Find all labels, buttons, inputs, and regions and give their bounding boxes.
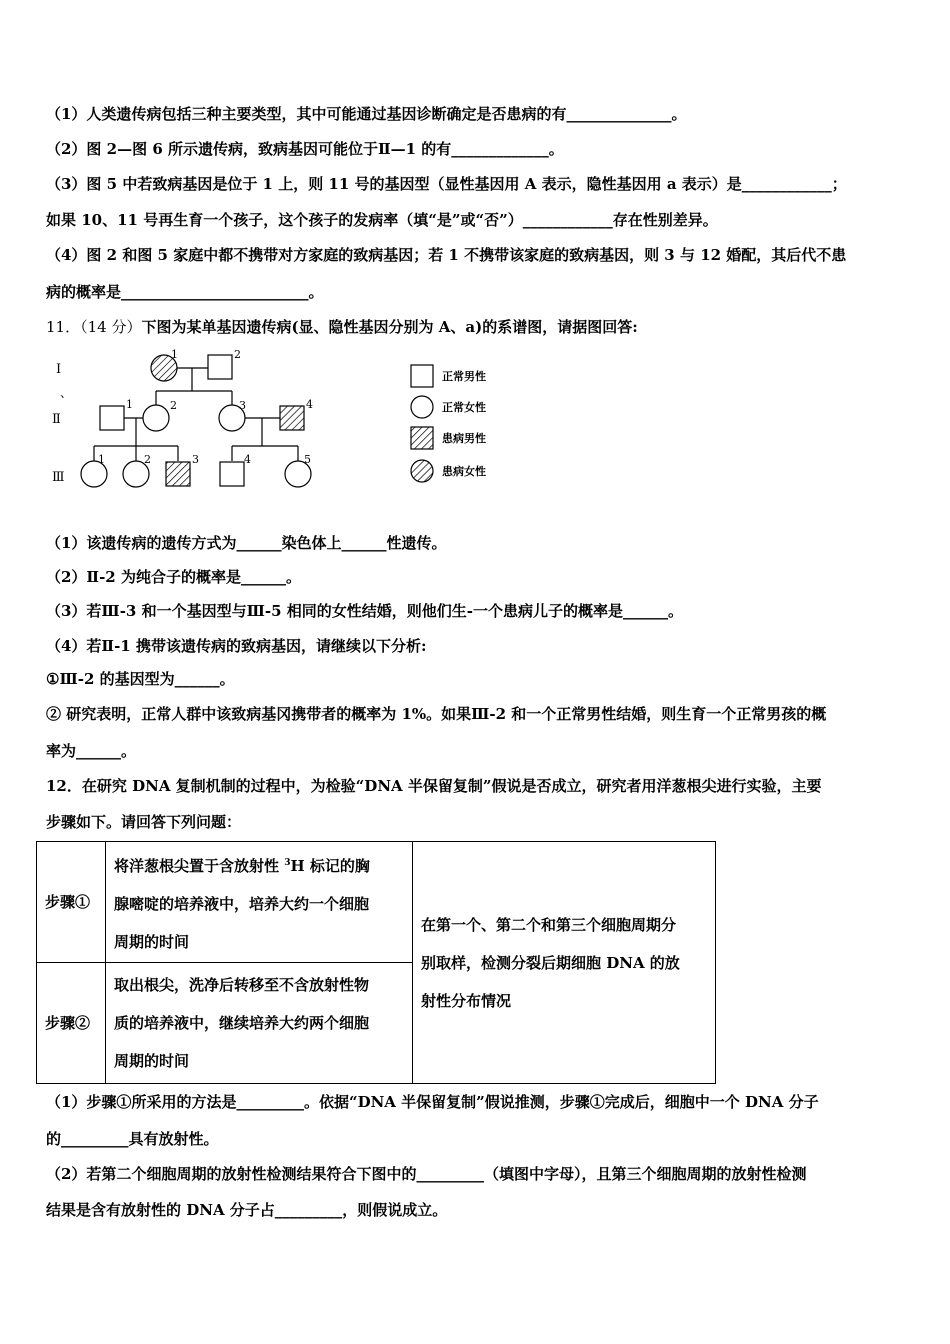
q11-heading-text: 下图为某单基因遗传病(显、隐性基因分别为 A、a)的系谱图，请据图回答: <box>141 318 638 336</box>
gen2-2-normal-female <box>143 405 169 431</box>
q10-part4-line1: （4）图 2 和图 5 家庭中都不携带对方家庭的致病基因；若 1 不携带该家庭的致病基因，则 3 与 12 婚配，其后代不患 <box>46 246 847 264</box>
legend-normal-male: 正常男性 <box>442 370 486 383</box>
step2-description: 取出根尖，洗净后转移至不含放射性物 质的培养液中，继续培养大约两个细胞 周期的时间 <box>106 963 413 1084</box>
legend-normal-female-symbol <box>411 396 433 418</box>
steps-table <box>36 841 716 1084</box>
gen-label-ii: Ⅱ <box>52 412 61 427</box>
step1-row <box>37 842 716 963</box>
q10-part4-line2: 病的概率是_________________________。 <box>46 283 324 301</box>
sampling-description: 在第一个、第二个和第三个细胞周期分 别取样，检测分裂后期细胞 DNA 的放 射性分布情况 <box>413 842 716 1084</box>
num-gen2-2: 2 <box>170 399 177 412</box>
q11-part4-sub1: ①Ⅲ-2 的基因型为______。 <box>46 670 235 688</box>
num-gen3-4: 4 <box>244 453 251 466</box>
svg-text:、: 、 <box>60 386 73 400</box>
q12-intro-line1: 12．在研究 DNA 复制机制的过程中，为检验“DNA 半保留复制”假说是否成立，研究者用洋葱根尖进行实验，主要 <box>46 777 822 795</box>
q12-part2-line2: 结果是含有放射性的 DNA 分子占_________，则假说成立。 <box>46 1201 448 1219</box>
num-gen3-2: 2 <box>144 453 151 466</box>
q12-part2-line1: （2）若第二个细胞周期的放射性检测结果符合下图中的_________（填图中字母），且第三个细胞周期的放射性检测 <box>46 1165 807 1183</box>
q12-part1-line1: （1）步骤①所采用的方法是_________。依据“DNA 半保留复制”假说推测，步骤①完成后，细胞中一个 DNA 分子 <box>46 1093 819 1111</box>
pedigree-chart <box>46 343 526 493</box>
step1-label: 步骤① <box>37 842 106 963</box>
gen3-3-affected-male <box>166 462 190 486</box>
q11-part4: （4）若Ⅱ-1 携带该遗传病的致病基因，请继续以下分析: <box>46 637 427 655</box>
gen2-4-affected-male <box>280 406 304 430</box>
gen2-1-normal-male <box>100 406 124 430</box>
q10-part1: （1）人类遗传病包括三种主要类型，其中可能通过基因诊断确定是否患病的有______________。 <box>46 105 687 123</box>
step1-description: 将洋葱根尖置于含放射性 $^3$H 标记的胸 腺嘧啶的培养液中，培养大约一个细胞 周期的时间 <box>106 842 413 963</box>
num-gen1-1: 1 <box>171 348 178 361</box>
legend-normal-male-symbol <box>411 365 433 387</box>
q10-part3-line1: （3）图 5 中若致病基因是位于 1 上，则 11 号的基因型（显性基因用 A 表示，隐性基因用 a 表示）是____________； <box>46 175 847 193</box>
num-gen2-3: 3 <box>239 399 246 412</box>
q10-part3-line2: 如果 10、11 号再生育一个孩子，这个孩子的发病率（填“是”或“否”）____________存在性别差异。 <box>46 211 718 229</box>
gen-label-iii: Ⅲ <box>52 470 65 485</box>
q11-heading <box>46 316 638 337</box>
q12-part1-line2: 的_________具有放射性。 <box>46 1130 219 1148</box>
legend-affected-female: 患病女性 <box>442 465 486 478</box>
q11-part4-sub2-line2: 率为______。 <box>46 742 137 760</box>
gen3-4-normal-male <box>220 462 244 486</box>
gen1-2-normal-male <box>208 355 232 379</box>
legend-affected-male-symbol <box>411 427 433 449</box>
num-gen3-5: 5 <box>304 453 311 466</box>
q11-part4-sub2-line1: ② 研究表明，正常人群中该致病基冈携带者的概率为 1%。如果Ⅲ-2 和一个正常男性结婚，则生育一个正常男孩的概 <box>46 705 827 723</box>
q11-part2: （2）Ⅱ-2 为纯合子的概率是______。 <box>46 568 301 586</box>
q11-number: 11．（14 分） <box>46 318 142 336</box>
q10-part2: （2）图 2—图 6 所示遗传病，致病基因可能位于Ⅱ—1 的有_____________。 <box>46 140 564 158</box>
gen-label-i: Ⅰ <box>56 362 62 377</box>
num-gen3-3: 3 <box>192 453 199 466</box>
legend-affected-male: 患病男性 <box>442 432 486 445</box>
num-gen3-1: 1 <box>98 453 105 466</box>
legend-affected-female-symbol <box>411 460 433 482</box>
q11-part3: （3）若Ⅲ-3 和一个基因型与Ⅲ-5 相同的女性结婚，则他们生-一个患病儿子的概率是______。 <box>46 602 683 620</box>
legend-normal-female: 正常女性 <box>442 401 486 414</box>
num-gen2-4: 4 <box>306 398 313 411</box>
q12-intro-line2: 步骤如下。请回答下列问题： <box>46 813 242 831</box>
q11-part1: （1）该遗传病的遗传方式为______染色体上______性遗传。 <box>46 534 447 552</box>
num-gen1-2: 2 <box>234 348 241 361</box>
num-gen2-1: 1 <box>126 398 133 411</box>
step2-label: 步骤② <box>37 963 106 1084</box>
